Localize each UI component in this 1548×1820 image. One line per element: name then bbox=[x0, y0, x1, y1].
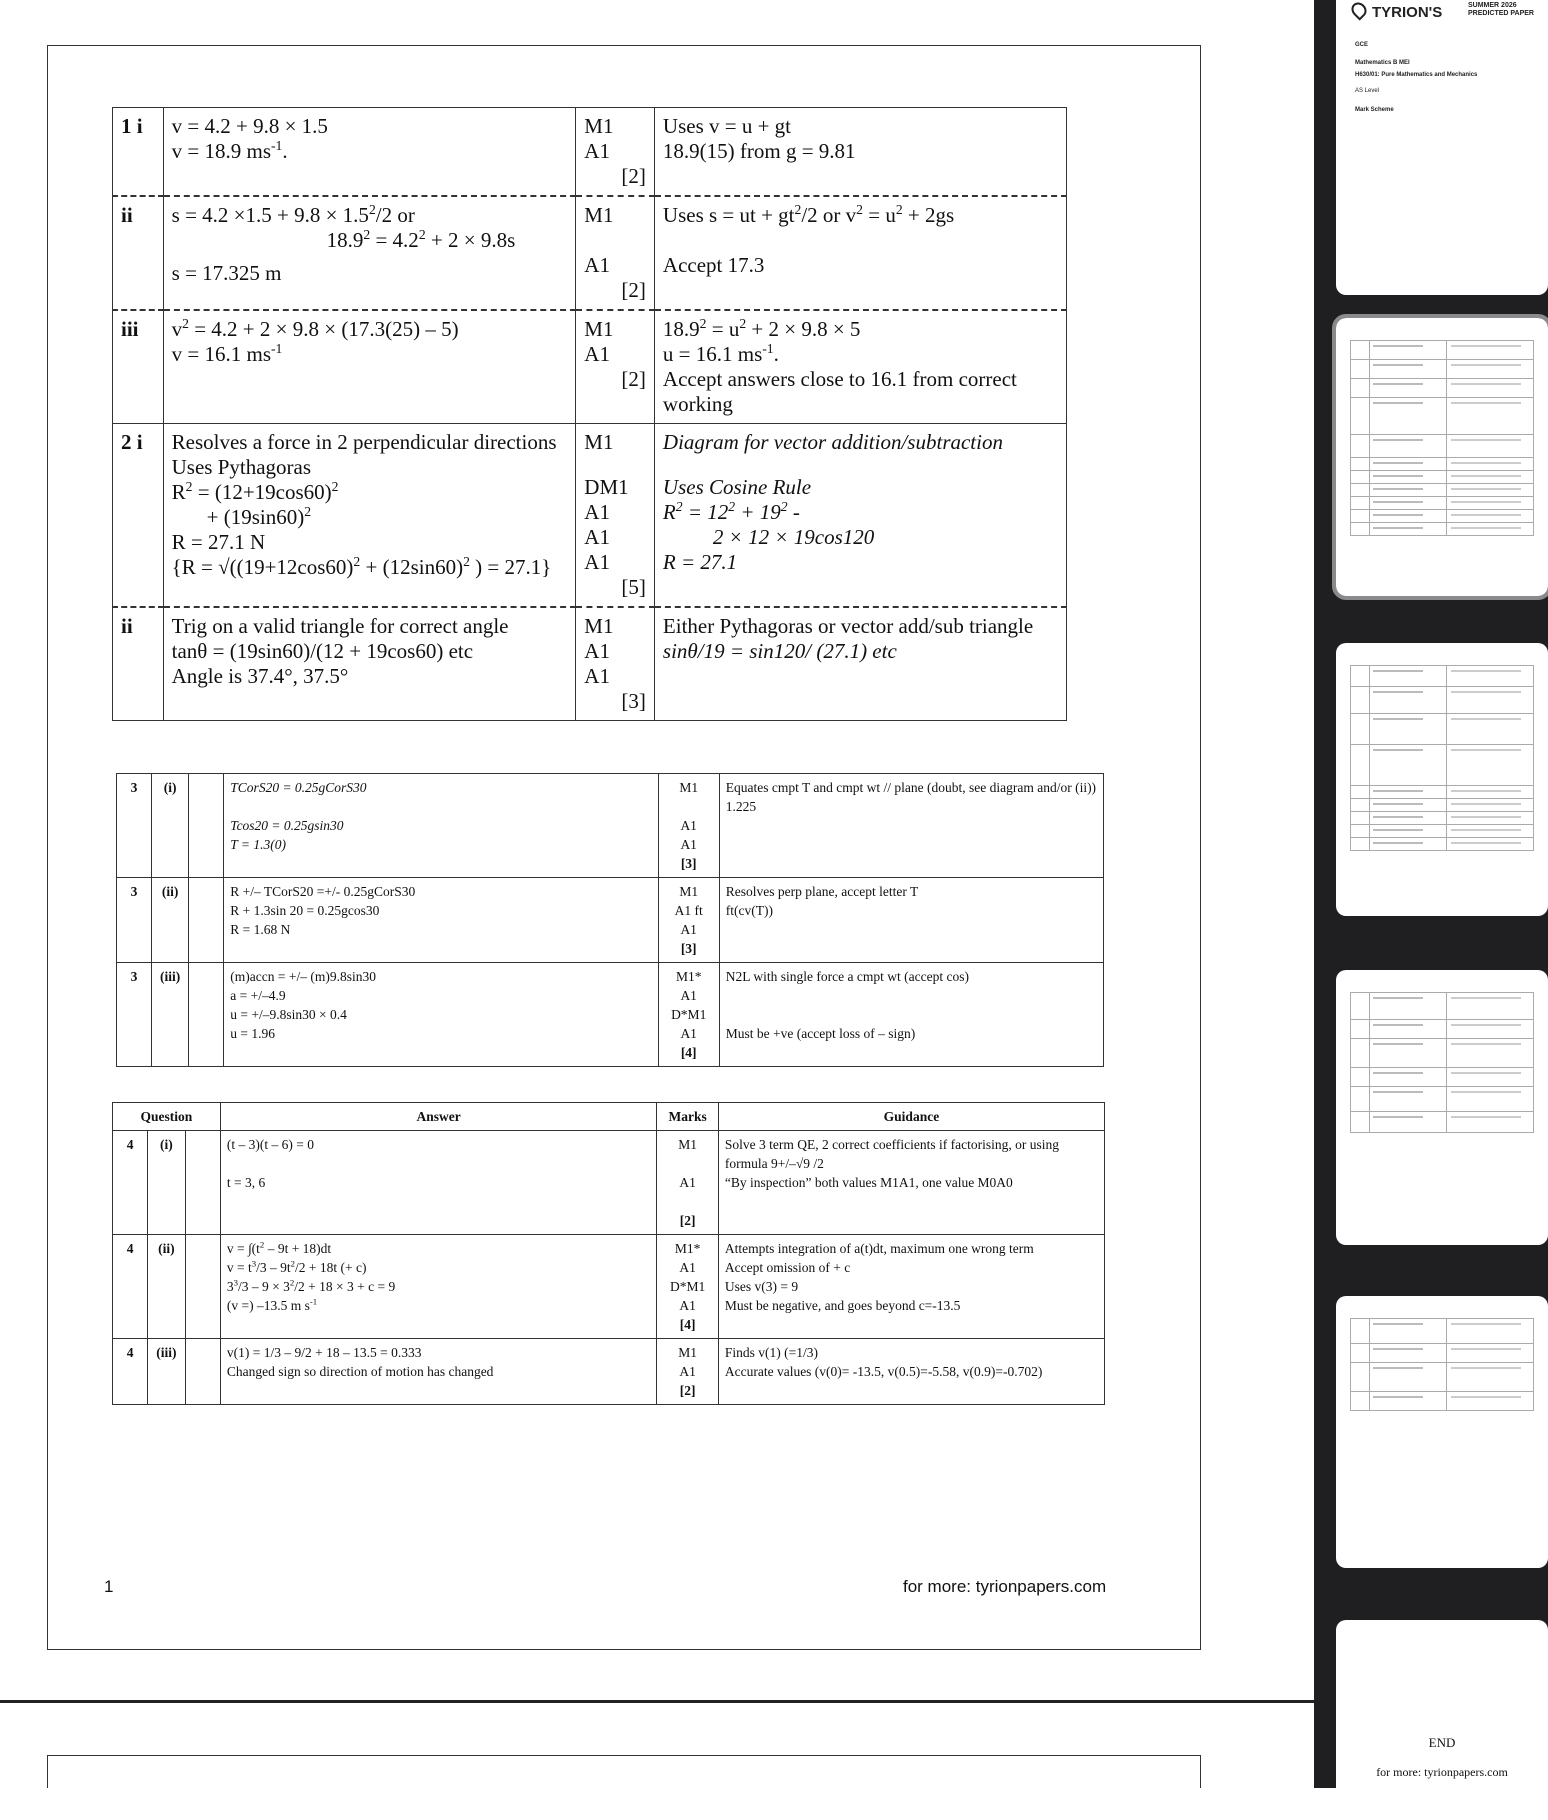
table-row: iii $v^2 = 4.2 + 2 \times 9.8 \times (17.3(25) - 5)$ v = 16.1 $ms^{-1}$ M1 A1 [2] $18.9^2 = u^2 + 2 \times 9.8 \times 5$ u = 16.1 $ms^{-1}$. Accept answers close to 16.1 from correct working bbox=[113, 310, 1067, 424]
document-page-next bbox=[47, 1755, 1201, 1788]
mark-scheme-table-q1-q2 bbox=[112, 107, 1067, 721]
mark-scheme-table-q4 bbox=[112, 1102, 1105, 1405]
thumbnail-sidebar[interactable] bbox=[1314, 0, 1548, 1788]
table-row: 4 (ii) $v = \int(t^2 - 9t + 18)dt$ $v = t^3/3 - 9t^2/2 + 18t$ (+ c) $3^3/3 - 9 \times 3^2/2 + 18 \times 3 + c = 9$ (v =) –13.5 m $s^{-1}$ M1* A1 D*M1 A1 [4] Attempts integration of a(t)dt, maximum one wrong term Accept omission of + c Uses v(3) = 9 Must be negative, and goes beyond c=-13.5 bbox=[113, 1235, 1105, 1339]
page-thumbnail-cover[interactable]: TYRION'S SUMMER 2026 PREDICTED PAPER GCE Mathematics B MEI H630/01: Pure Mathematics and Mechanics AS Level Mark Scheme bbox=[1336, 0, 1548, 295]
lightbulb-icon bbox=[1348, 0, 1369, 21]
table-header-row: Question Answer Marks Guidance bbox=[113, 1103, 1105, 1131]
table-row: 4 (iii) v(1) = 1/3 – 9/2 + 18 – 13.5 = 0.333 Changed sign so direction of motion has changed M1 A1 [2] Finds v(1) (=1/3) Accurate values (v(0)= -13.5, v(0.5)=-5.58, v(0.9)=-0.702) bbox=[113, 1339, 1105, 1405]
page-thumbnail-3[interactable] bbox=[1336, 970, 1548, 1245]
page-footer: for more: tyrionpapers.com bbox=[903, 1577, 1107, 1596]
table-row: 3 (ii) R +/– TCorS20 =+/- 0.25gCorS30 R + 1.3sin 20 = 0.25gcos30 R = 1.68 N M1 A1 ft A1 [3] Resolves perp plane, accept letter T ft(cv(T)) bbox=[117, 878, 1104, 963]
page-divider bbox=[0, 1700, 1314, 1703]
page-thumbnail-end[interactable]: END for more: tyrionpapers.com bbox=[1336, 1620, 1548, 1820]
table-row: ii $s = 4.2 \times 1.5 + 9.8 \times 1.5^2/2$ or $18.9^2 = 4.2^2 + 2 \times 9.8s$ s = 17.325 m M1 A1 [2] Uses s = ut + $gt^2/2$ or $v^2 = u^2 + 2gs$ Accept 17.3 bbox=[113, 196, 1067, 310]
mark-scheme-table-q3 bbox=[116, 773, 1104, 1067]
page-thumbnail-1[interactable] bbox=[1336, 318, 1548, 596]
table-row: 1 i v = 4.2 + 9.8 × 1.5 v = 18.9 $ms^{-1}$. M1 A1 [2] Uses v = u + gt 18.9(15) from g = 9.81 bbox=[113, 108, 1067, 197]
page-number: 1 bbox=[104, 1577, 114, 1596]
table-row: ii Trig on a valid triangle for correct angle tanθ = (19sin60)/(12 + 19cos60) etc Angle is 37.4°, 37.5° M1 A1 A1 [3] Either Pythagoras or vector add/sub triangle sinθ/19 = sin120/ (27.1) etc bbox=[113, 607, 1067, 721]
table-row: 2 i Resolves a force in 2 perpendicular directions Uses Pythagoras $R^2 = (12+19\cos 60)^2$ + $(19\sin 60)^2$ R = 27.1 N {$R = √((19+12\cos 60)^2 + (12\sin 60)^2$ ) = 27.1} M1 DM1 A1 A1 A1 [5] Diagram for vector addition/subtraction Uses Cosine Rule $R^2 = 12^2 + 19^2$ - 2 × 12 × 19cos120 R = 27.1 bbox=[113, 424, 1067, 608]
page-thumbnail-2[interactable] bbox=[1336, 643, 1548, 916]
table-row: 3 (iii) (m)accn = +/– (m)9.8sin30 a = +/–4.9 u = +/–9.8sin30 × 0.4 u = 1.96 M1* A1 D*M1 A1 [4] N2L with single force a cmpt wt (accept cos) Must be +ve (accept loss of – sign) bbox=[117, 963, 1104, 1067]
page-thumbnail-4[interactable] bbox=[1336, 1296, 1548, 1568]
brand-logo-text: TYRION'S bbox=[1372, 4, 1443, 21]
table-row: 4 (i) (t – 3)(t – 6) = 0 t = 3, 6 M1 A1 [2] Solve 3 term QE, 2 correct coefficients if factorising, or using formula 9+/–√9 /2 “By inspection” both values M1A1, one value M0A0 bbox=[113, 1131, 1105, 1235]
table-row: 3 (i) TCorS20 = 0.25gCorS30 Tcos20 = 0.25gsin30 T = 1.3(0) M1 A1 A1 [3] Equates cmpt T and cmpt wt // plane (doubt, see diagram and/or (ii)) 1.225 bbox=[117, 774, 1104, 878]
